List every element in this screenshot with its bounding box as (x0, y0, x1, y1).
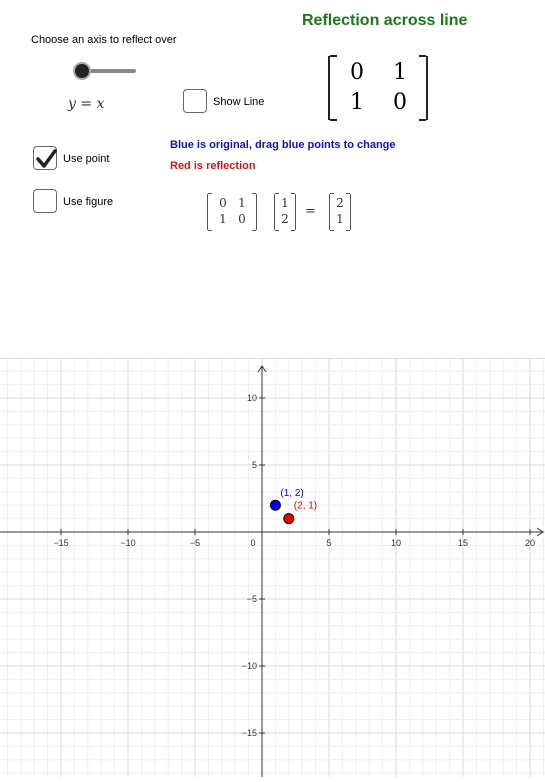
matrix-entry: 1 (350, 90, 364, 115)
slider-prompt: Choose an axis to reflect over (31, 34, 177, 46)
x-tick-label: 20 (524, 538, 536, 548)
use-figure-checkbox[interactable] (33, 189, 57, 213)
graphing-view[interactable] (0, 358, 545, 777)
matrix-entry: 0 (393, 90, 407, 115)
matrix-entry: 1 (393, 60, 407, 85)
transformation-matrix (328, 56, 428, 120)
equation-output-vector (329, 194, 351, 230)
show-line-label: Show Line (213, 96, 265, 108)
equation-matrix-entry: 1 (238, 196, 246, 210)
checkmark-icon (34, 147, 58, 171)
y-tick-label: 10 (246, 393, 257, 403)
use-point-checkbox[interactable] (33, 146, 57, 170)
x-tick-label: 5 (326, 538, 332, 548)
coordinate-plane[interactable] (0, 359, 545, 777)
reflected-point (284, 514, 294, 524)
x-tick-label: −5 (189, 538, 201, 548)
y-tick-label: 5 (251, 460, 257, 470)
vector-entry: 1 (281, 196, 289, 210)
x-tick-label: −10 (120, 538, 136, 548)
vector-entry: 1 (336, 212, 344, 226)
page-title: Reflection across line (302, 12, 468, 29)
equals-sign: = (305, 204, 316, 219)
equation-matrix-entry: 1 (219, 212, 227, 226)
matrix-entry: 0 (350, 60, 364, 85)
original-points-note: Blue is original, drag blue points to change (170, 139, 396, 151)
x-tick-label: −15 (53, 538, 69, 548)
original-point[interactable] (270, 500, 280, 510)
vector-entry: 2 (336, 196, 344, 210)
y-tick-label: −5 (246, 594, 257, 604)
y-tick-label: −10 (241, 661, 257, 671)
reflected-point-label: (2, 1) (293, 500, 318, 512)
equation-matrix (207, 194, 257, 230)
y-tick-label: −15 (241, 728, 257, 738)
equation-input-vector (274, 194, 296, 230)
use-point-label: Use point (63, 153, 110, 165)
vector-entry: 2 (281, 212, 289, 226)
x-tick-label: 15 (457, 538, 469, 548)
reflection-note: Red is reflection (170, 160, 256, 172)
axis-slider-track[interactable] (82, 69, 136, 73)
use-figure-label: Use figure (63, 196, 114, 208)
original-point-label: (1, 2) (280, 488, 304, 500)
axis-equation: y = x (68, 96, 105, 112)
show-line-checkbox[interactable] (183, 89, 207, 113)
axis-slider-handle[interactable] (75, 64, 89, 78)
x-tick-label: 10 (390, 538, 402, 548)
equation-matrix-entry: 0 (219, 196, 227, 210)
x-tick-label: 0 (250, 538, 256, 548)
equation-matrix-entry: 0 (238, 212, 246, 226)
